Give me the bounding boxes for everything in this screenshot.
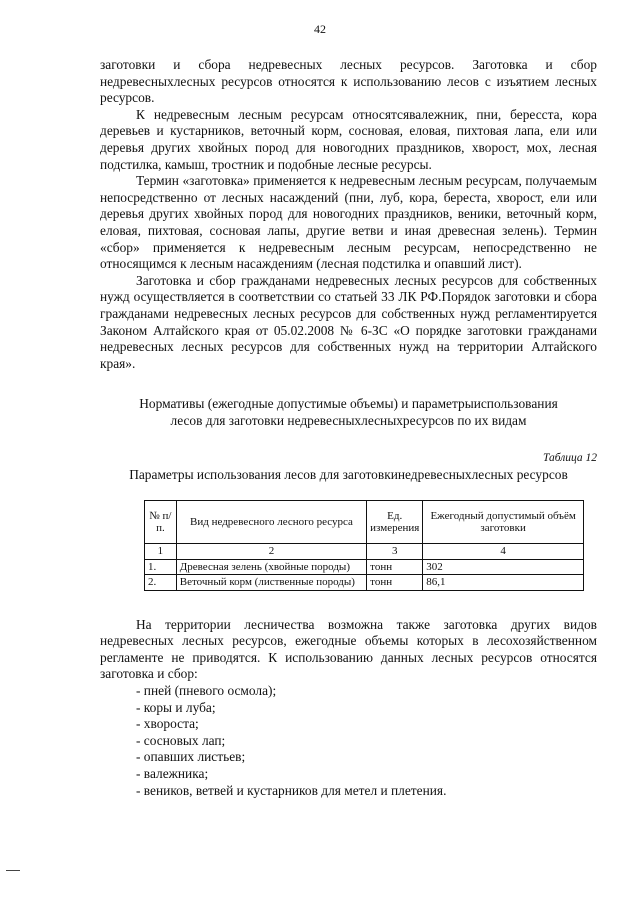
paragraph-intro: заготовки и сбора недревесных лесных ресурсов. Заготовка и сбор недревесныхлесных ресурсов относятся к использованию лесов с изъятием лесных ресурсов.: [100, 57, 597, 106]
paragraph-resources-list: К недревесным лесным ресурсам относятсявалежник, пни, бересста, кора деревьев и кустарников, веточный корм, сосновая, еловая, пихтовая лапа, ели или деревья других хвойных пород для новогодних праздников, хворост, мох, лесная подстилка, камыш, тростник и подобные лесные ресурсы.: [100, 106, 597, 172]
column-number: 4: [423, 544, 584, 560]
row-volume: 86,1: [423, 575, 584, 591]
list-item: - коры и луба;: [136, 699, 216, 715]
table-header-row: [145, 501, 584, 544]
scan-edge-mark: [6, 870, 20, 871]
section-title-line-2: лесов для заготовки недревесныхлесныхресурсов по их видам: [170, 412, 527, 428]
resource-list: [100, 683, 597, 799]
column-number: 1: [145, 544, 177, 560]
page-number: 42: [314, 22, 326, 36]
list-item: - опавших листьев;: [136, 749, 246, 765]
table-title: Параметры использования лесов для заготовкинедревесныхлесных ресурсов: [129, 467, 568, 483]
header-resource-type: Вид недревесного лесного ресурса: [176, 501, 366, 544]
list-item: - хвороста;: [136, 716, 199, 732]
list-item: - пней (пневого осмола);: [136, 682, 277, 698]
row-number: 1.: [145, 559, 177, 575]
row-resource: Веточный корм (лиственные породы): [176, 575, 366, 591]
list-item: - веников, ветвей и кустарников для метел и плетения.: [136, 782, 447, 798]
header-number: № п/п.: [145, 501, 177, 544]
table-label: Таблица 12: [542, 452, 597, 465]
header-unit: Ед. измерения: [367, 501, 423, 544]
row-unit: тонн: [367, 575, 423, 591]
column-number: 3: [367, 544, 423, 560]
section-title: [100, 396, 597, 429]
list-item: - валежника;: [136, 765, 209, 781]
section-title-line-1: Нормативы (ежегодные допустимые объемы) и параметрыиспользования: [139, 396, 558, 412]
column-number: 2: [176, 544, 366, 560]
row-volume: 302: [423, 559, 584, 575]
table-row: [145, 575, 584, 591]
paragraph-legal-basis: Заготовка и сбор гражданами недревесных лесных ресурсов для собственных нужд осуществляется в соответствии со статьей 33 ЛК РФ.Порядок заготовки и сбора гражданами недревесных лесных ресурсов для собственных нужд регламентируется Законом Алтайского края от 05.02.2008 № 6-ЗС «О порядке заготовки гражданами недревесных лесных ресурсов для собственных нужд на территории Алтайского края».: [100, 272, 597, 371]
row-number: 2.: [145, 575, 177, 591]
paragraph-other-resources: На территории лесничества возможна также заготовка других видов недревесных лесных ресурсов, ежегодные объемы которых в лесохозяйственном регламенте не приводятся. К использованию данных лесных ресурсов относятся заготовка и сбор:: [100, 616, 597, 682]
row-resource: Древесная зелень (хвойные породы): [176, 559, 366, 575]
table-row: [145, 559, 584, 575]
list-item: - сосновых лап;: [136, 732, 226, 748]
row-unit: тонн: [367, 559, 423, 575]
document-body: [100, 57, 597, 799]
paragraph-term-definitions: Термин «заготовка» применяется к недревесным лесным ресурсам, получаемым непосредственно от лесных насаждений (пни, луб, кора, береста, хворост, ели или деревья других хвойных пород для новогодних праздников, веники, веточный корм, еловая, пихтовая, сосновая лапы, другие ветви и иная древесная зелень). Термин «сбор» применяется к недревесным лесным ресурсам, непосредственно не относящимся к лесным насаждениям (лесная подстилка и опавший лист).: [100, 173, 597, 272]
parameters-table: [144, 500, 584, 591]
table-column-numbers-row: [145, 544, 584, 560]
header-annual-volume: Ежегодный допустимый объём заготовки: [423, 501, 584, 544]
